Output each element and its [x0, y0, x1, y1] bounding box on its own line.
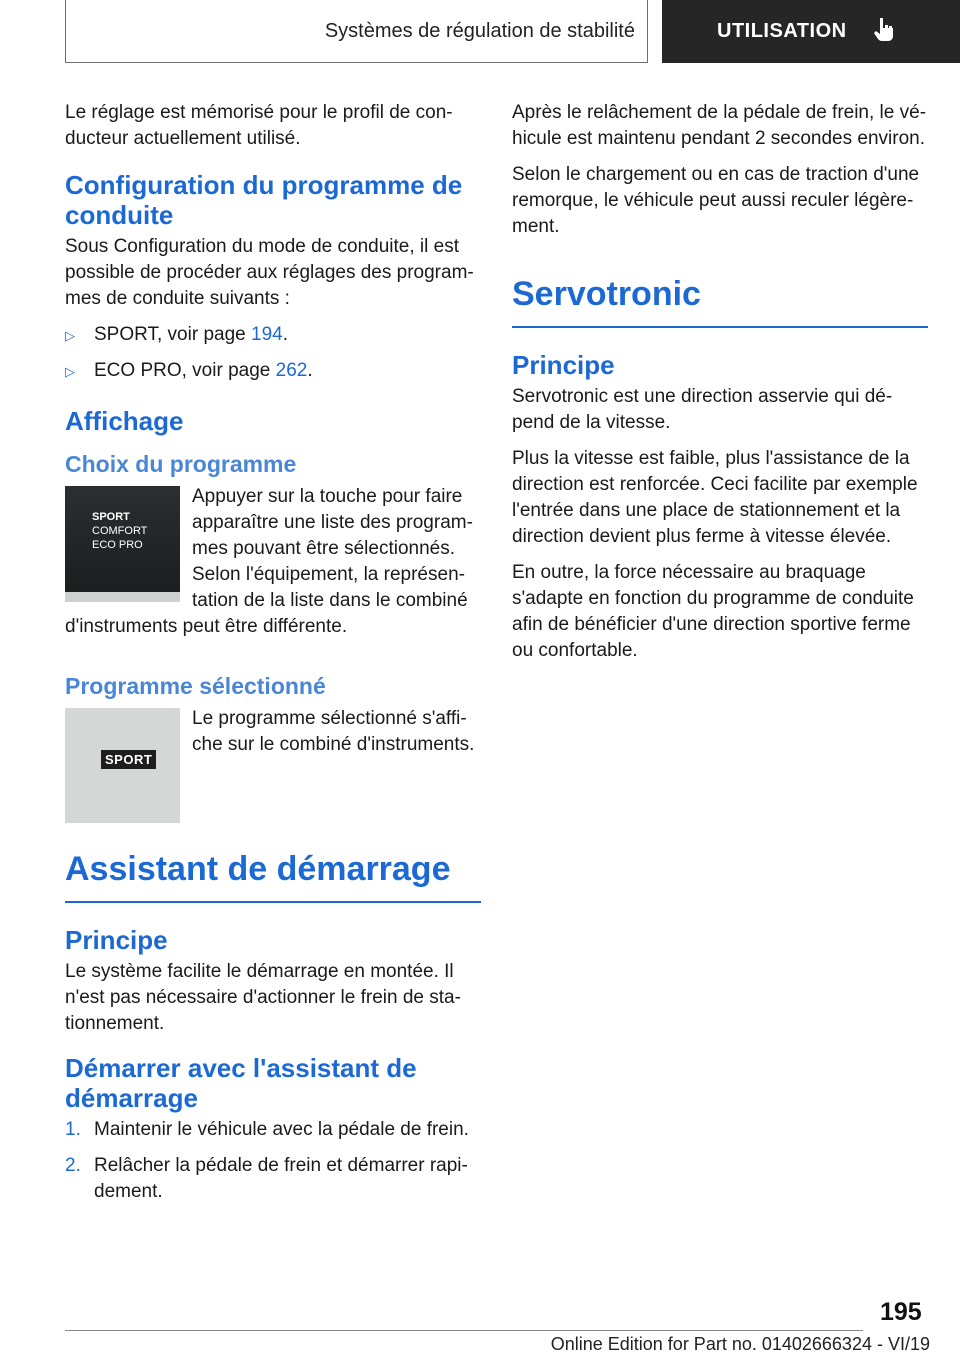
principle-heading-right: Principe: [512, 350, 615, 380]
choice-paragraph: Appuyer sur la touche pour faire apparaître une liste des program-mes pouvant être sélectionnés. Selon l'équipement, la représen-tation de la liste dans le combiné d'instruments peut être différente.: [65, 486, 473, 637]
principle-heading: Principe: [65, 925, 168, 955]
principle-paragraph: Le système facilite le démarrage en montée. Il n'est pas nécessaire d'actionner le frein de sta-tionnement.: [65, 961, 461, 1034]
choice-block: [65, 484, 481, 650]
display-heading: Affichage: [65, 406, 184, 436]
start-heading: Démarrer avec l'assistant de démarrage: [65, 1053, 417, 1113]
selected-heading: Programme sélectionné: [65, 673, 326, 699]
program-list-image: SPORT COMFORT ECO PRO: [65, 486, 180, 602]
config-paragraph: Sous Configuration du mode de conduite, il est possible de procéder aux réglages des program-mes de conduite suivants :: [65, 236, 474, 309]
section-title: Systèmes de régulation de stabilité: [324, 19, 635, 42]
servotronic-paragraph-1: Servotronic est une direction asservie qui dé-pend de la vitesse.: [512, 386, 893, 433]
page-link-sport[interactable]: 194: [251, 324, 283, 345]
chapter-title: UTILISATION: [717, 20, 847, 42]
choice-heading: Choix du programme: [65, 451, 297, 477]
servotronic-paragraph-2: Plus la vitesse est faible, plus l'assistance de la direction est renforcée. Ceci facilite par exemple l'entrée dans une place de stationnement et la direction devient plus ferme à vitesse élevée.: [512, 448, 918, 547]
triangle-bullet-icon: ▷: [65, 328, 75, 343]
load-paragraph: Selon le chargement ou en cas de traction d'une remorque, le véhicule peut aussi reculer légère-ment.: [512, 164, 920, 237]
page-number: 195: [880, 1298, 922, 1326]
step-item: 1. Maintenir le véhicule avec la pédale de frein.: [65, 1119, 469, 1140]
edition-footer: Online Edition for Part no. 01402666324 - VI/19: [550, 1334, 930, 1354]
page-link-eco-pro[interactable]: 262: [275, 360, 308, 381]
intro-paragraph: Le réglage est mémorisé pour le profil de con-ducteur actuellement utilisé.: [65, 102, 453, 149]
running-header: [65, 0, 648, 63]
release-paragraph: Après le relâchement de la pédale de frein, le vé-hicule est maintenu pendant 2 secondes environ.: [512, 102, 927, 149]
servotronic-paragraph-3: En outre, la force nécessaire au braquage s'adapte en fonction du programme de conduite afin de bénéficier d'une direction sportive ferme ou confortable.: [512, 562, 914, 661]
selected-program-image: SPORT: [65, 708, 180, 823]
footer-divider: [65, 1330, 863, 1331]
config-heading: Configuration du programme de conduite: [65, 170, 463, 230]
left-column: [65, 100, 481, 1215]
triangle-bullet-icon: ▷: [65, 364, 75, 379]
pointing-hand-icon: [873, 16, 895, 48]
list-item: ▷ ECO PRO, voir page 262.: [65, 358, 481, 384]
servotronic-heading: Servotronic: [512, 274, 928, 328]
list-item: ▷ SPORT, voir page 194.: [65, 322, 481, 348]
right-column: [512, 100, 928, 674]
selected-block: [65, 706, 481, 827]
chapter-tab[interactable]: [662, 0, 960, 63]
selected-paragraph: Le programme sélectionné s'affi-che sur le combiné d'instruments.: [192, 708, 475, 755]
step-item: 2. Relâcher la pédale de frein et démarrer rapi-dement.: [65, 1155, 468, 1202]
assistant-heading: Assistant de démarrage: [65, 849, 481, 903]
